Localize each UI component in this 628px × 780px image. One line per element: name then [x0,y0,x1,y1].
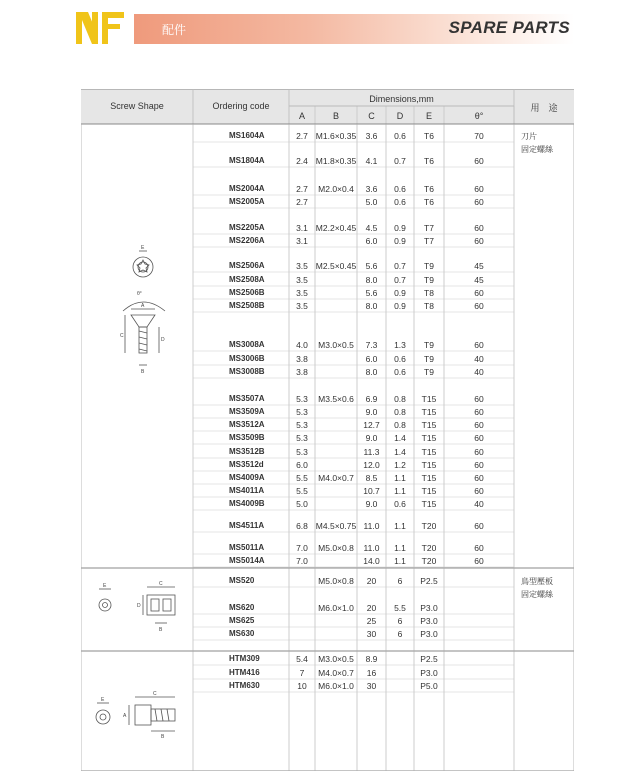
dim-e-value: T9 [424,261,434,271]
header-dim-d: D [396,111,404,121]
dim-a-value: 5.3 [296,447,308,457]
dim-t-value: 60 [474,236,484,246]
dim-c-value: 8.0 [365,275,378,285]
dim-c-value: 9.0 [365,433,378,443]
dim-c-value: 5.6 [365,261,378,271]
ordering-code: MS4009B [229,499,265,508]
torx-label-a: A [141,303,145,309]
socket-screw-drawing [91,681,191,741]
dim-c-value: 8.5 [365,473,378,483]
dim-e-value: P3.0 [420,629,438,639]
ordering-code: HTM309 [229,654,260,663]
dim-b-value: M6.0×1.0 [318,603,354,613]
ordering-code: MS520 [229,576,255,585]
dim-t-value: 60 [474,486,484,496]
ordering-code: MS3006B [229,354,265,363]
dim-a-value: 3.5 [296,261,308,271]
dim-a-value: 5.3 [296,407,308,417]
dim-e-value: P3.0 [420,668,438,678]
dim-c-value: 7.3 [365,340,378,350]
double-label-e: E [103,583,107,589]
dim-t-value: 60 [474,447,484,457]
dim-b-value: M2.0×0.4 [318,184,354,194]
dim-t-value: 60 [474,556,484,566]
dim-e-value: T15 [421,486,437,496]
dim-a-value: 5.5 [296,486,308,496]
dim-e-value: T6 [424,156,434,166]
torx-label-e: E [141,245,145,251]
dim-e-value: P3.0 [420,603,438,613]
usage-text: 鳥型壓板 [521,577,553,586]
header-screw-shape: Screw Shape [110,101,164,111]
dim-d-value: 0.6 [394,367,406,377]
dim-t-value: 70 [474,131,484,141]
dim-c-value: 25 [366,616,377,626]
ordering-code: MS2206A [229,236,265,245]
dim-d-value: 5.5 [394,603,406,613]
dim-a-value: 5.4 [296,654,308,664]
dim-c-value: 12.7 [363,420,380,430]
ordering-code: MS1804A [229,156,265,165]
dim-b-value: M3.5×0.6 [318,394,354,404]
dim-a-value: 3.8 [296,367,308,377]
dim-d-value: 1.2 [394,460,406,470]
dim-c-value: 11.3 [363,447,380,457]
dim-e-value: T15 [421,460,437,470]
ordering-code: MS2508B [229,301,265,310]
ordering-code: MS630 [229,629,255,638]
dim-b-value: M4.0×0.7 [318,668,354,678]
dim-d-value: 0.8 [394,407,406,417]
socket-label-e: E [101,697,105,703]
dim-t-value: 60 [474,197,484,207]
ordering-code: MS3512A [229,420,265,429]
dim-a-value: 3.5 [296,301,308,311]
header-dim-c: C [368,111,375,121]
ordering-code: MS2004A [229,184,265,193]
dim-e-value: P2.5 [420,654,438,664]
dim-t-value: 60 [474,460,484,470]
socket-label-c: C [153,691,157,697]
dim-a-value: 5.3 [296,394,308,404]
dim-c-value: 11.0 [363,543,380,553]
dim-d-value: 0.8 [394,394,406,404]
dim-t-value: 40 [474,367,484,377]
dim-b-value: M5.0×0.8 [318,543,354,553]
ordering-code: MS2506A [229,261,265,270]
dim-e-value: P5.0 [420,681,438,691]
dim-t-value: 40 [474,354,484,364]
dim-b-value: M5.0×0.8 [318,576,354,586]
header-dim-t: θ° [474,111,484,121]
dim-d-value: 1.1 [394,521,406,531]
dim-t-value: 60 [474,340,484,350]
usage-text: 固定螺絲 [521,145,553,154]
dim-a-value: 2.7 [296,184,308,194]
dim-c-value: 20 [366,576,377,586]
dim-t-value: 60 [474,223,484,233]
ordering-code: MS3509A [229,407,265,416]
dim-c-value: 6.9 [365,394,378,404]
dim-c-value: 10.7 [363,486,380,496]
dim-a-value: 5.3 [296,420,308,430]
ordering-code: MS2508A [229,275,265,284]
ordering-code: MS3507A [229,394,265,403]
dim-b-value: M2.2×0.45 [315,223,357,233]
dim-c-value: 3.6 [365,184,378,194]
dim-d-value: 1.3 [394,340,406,350]
dim-e-value: T6 [424,197,434,207]
ordering-code: MS3512B [229,447,265,456]
dim-d-value: 0.6 [394,184,406,194]
dim-e-value: T20 [421,556,437,566]
dim-e-value: T15 [421,499,437,509]
dim-c-value: 14.0 [363,556,380,566]
dim-t-value: 60 [474,420,484,430]
dim-b-value: M2.5×0.45 [315,261,357,271]
ordering-code: HTM416 [229,668,260,677]
ordering-code: MS4011A [229,486,265,495]
dim-d-value: 6 [397,629,403,639]
dim-a-value: 7 [299,668,305,678]
dim-e-value: T20 [421,543,437,553]
dim-d-value: 1.1 [394,556,406,566]
ordering-code: MS3008B [229,367,265,376]
dim-a-value: 2.4 [296,156,308,166]
ordering-code: MS625 [229,616,255,625]
header-ordering-code: Ordering code [212,101,270,111]
dim-c-value: 6.0 [365,354,378,364]
dim-b-value: M1.6×0.35 [315,131,357,141]
dim-c-value: 12.0 [363,460,380,470]
double-end-screw-drawing [95,579,191,639]
dim-a-value: 2.7 [296,197,308,207]
dim-e-value: T9 [424,275,434,285]
socket-label-b: B [161,734,165,740]
dim-a-value: 5.5 [296,473,308,483]
dim-b-value: M4.5×0.75 [315,521,357,531]
double-label-b: B [159,627,163,633]
header-dim-b: B [332,111,339,121]
dim-e-value: T8 [424,288,434,298]
dim-b-value: M3.0×0.5 [318,340,354,350]
dim-a-value: 3.8 [296,354,308,364]
header-dim-a: A [298,111,305,121]
torx-label-theta: θ° [137,291,142,297]
dim-e-value: T6 [424,184,434,194]
dim-d-value: 0.9 [394,288,406,298]
dim-a-value: 3.1 [296,236,308,246]
dim-d-value: 1.4 [394,447,406,457]
usage-text: 刀片 [521,132,537,141]
ordering-code: HTM630 [229,681,260,690]
dim-t-value: 60 [474,473,484,483]
dim-c-value: 3.6 [365,131,378,141]
dim-t-value: 60 [474,301,484,311]
dim-d-value: 0.7 [394,261,406,271]
dim-b-value: M6.0×1.0 [318,681,354,691]
dim-a-value: 6.8 [296,521,308,531]
dim-b-value: M4.0×0.7 [318,473,354,483]
page-header [0,0,628,58]
dim-d-value: 0.6 [394,354,406,364]
brand-logo [74,10,128,46]
dim-c-value: 6.0 [365,236,378,246]
dim-e-value: T15 [421,447,437,457]
dim-c-value: 4.5 [365,223,378,233]
dim-d-value: 0.6 [394,197,406,207]
torx-screw-drawing [111,245,191,385]
dim-d-value: 0.7 [394,156,406,166]
header-dimensions: Dimensions,mm [369,94,434,104]
dim-e-value: T9 [424,354,434,364]
dim-t-value: 60 [474,288,484,298]
dim-a-value: 4.0 [296,340,308,350]
dim-d-value: 1.1 [394,486,406,496]
ordering-code: MS2506B [229,288,265,297]
ordering-code: MS5011A [229,543,265,552]
dim-e-value: T15 [421,394,437,404]
dim-c-value: 9.0 [365,407,378,417]
dim-t-value: 60 [474,521,484,531]
dim-e-value: T15 [421,420,437,430]
dim-a-value: 7.0 [296,556,308,566]
dim-c-value: 30 [366,629,377,639]
dim-c-value: 8.9 [365,654,378,664]
dim-a-value: 3.5 [296,288,308,298]
dim-a-value: 2.7 [296,131,308,141]
dim-d-value: 1.1 [394,473,406,483]
ordering-code: MS3008A [229,340,265,349]
dim-t-value: 45 [474,261,484,271]
dim-c-value: 4.1 [365,156,378,166]
dim-d-value: 1.1 [394,543,406,553]
dim-d-value: 0.7 [394,275,406,285]
dim-d-value: 0.8 [394,420,406,430]
dim-e-value: T7 [424,223,434,233]
category-label: 配件 [162,23,187,37]
header-usage: 用 途 [530,104,558,114]
dim-t-value: 60 [474,407,484,417]
dim-c-value: 30 [366,681,377,691]
ordering-code: MS3509B [229,433,265,442]
dim-e-value: T8 [424,301,434,311]
dim-t-value: 40 [474,499,484,509]
dim-a-value: 5.0 [296,499,308,509]
ordering-code: MS2205A [229,223,265,232]
dim-a-value: 10 [297,681,307,691]
double-label-d: D [137,603,141,609]
dim-e-value: T7 [424,236,434,246]
torx-label-d: D [161,337,165,343]
dim-e-value: P2.5 [420,576,438,586]
dim-t-value: 45 [474,275,484,285]
dim-e-value: T15 [421,473,437,483]
dim-t-value: 60 [474,394,484,404]
dim-e-value: T20 [421,521,437,531]
dim-d-value: 0.9 [394,223,406,233]
ordering-code: MS1604A [229,131,265,140]
dim-a-value: 5.3 [296,433,308,443]
dim-c-value: 8.0 [365,367,378,377]
dim-t-value: 60 [474,156,484,166]
dim-c-value: 5.0 [365,197,378,207]
page-title: SPARE PARTS [448,18,570,37]
torx-label-b: B [141,369,145,375]
dim-d-value: 0.6 [394,131,406,141]
dim-d-value: 6 [397,616,403,626]
ordering-code: MS2005A [229,197,265,206]
dim-e-value: T9 [424,340,434,350]
ordering-code: MS5014A [229,556,265,565]
dim-b-value: M1.8×0.35 [315,156,357,166]
dim-c-value: 20 [366,603,377,613]
dim-c-value: 9.0 [365,499,378,509]
dim-e-value: T15 [421,407,437,417]
dim-e-value: T15 [421,433,437,443]
dim-d-value: 1.4 [394,433,406,443]
dim-d-value: 0.9 [394,301,406,311]
ordering-code: MS4009A [229,473,265,482]
header-dim-e: E [425,111,432,121]
dim-a-value: 3.5 [296,275,308,285]
dim-t-value: 60 [474,543,484,553]
ordering-code: MS4511A [229,521,265,530]
ordering-code: MS3512d [229,460,264,469]
dim-a-value: 7.0 [296,543,308,553]
dim-e-value: T9 [424,367,434,377]
dim-e-value: P3.0 [420,616,438,626]
dim-c-value: 16 [366,668,377,678]
dim-d-value: 0.6 [394,499,406,509]
dim-d-value: 6 [397,576,403,586]
dim-e-value: T6 [424,131,434,141]
dim-c-value: 5.6 [365,288,378,298]
dim-a-value: 6.0 [296,460,308,470]
usage-text: 固定螺絲 [521,590,553,599]
double-label-c: C [159,581,163,587]
dim-c-value: 8.0 [365,301,378,311]
socket-label-a: A [123,713,127,719]
dim-a-value: 3.1 [296,223,308,233]
spare-parts-table [81,89,574,771]
dim-t-value: 60 [474,433,484,443]
torx-label-c: C [120,333,124,339]
ordering-code: MS620 [229,603,255,612]
dim-d-value: 0.9 [394,236,406,246]
dim-c-value: 11.0 [363,521,380,531]
dim-b-value: M3.0×0.5 [318,654,354,664]
dim-t-value: 60 [474,184,484,194]
